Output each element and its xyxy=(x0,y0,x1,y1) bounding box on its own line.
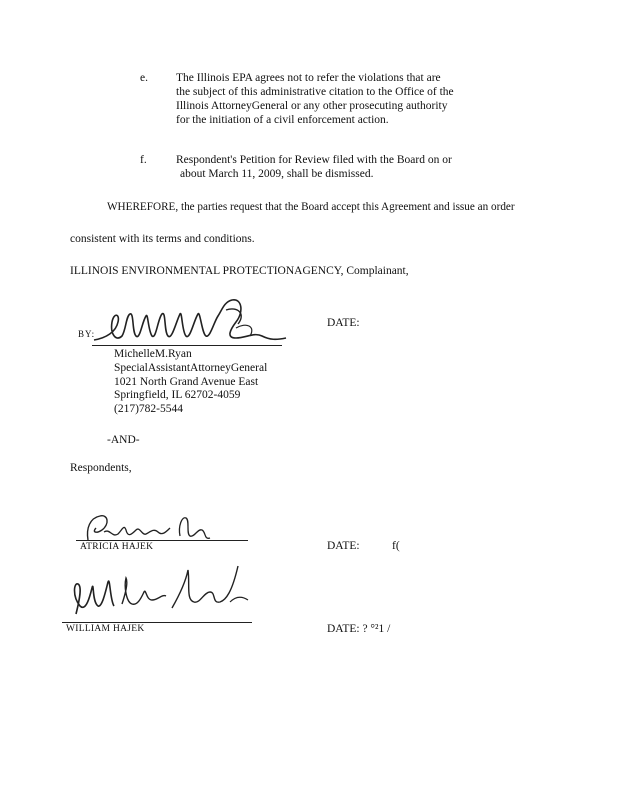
epa-signature-line xyxy=(92,345,282,346)
wherefore-line-1: WHEREFORE, the parties request that the Board accept this Agreement and issue an order xyxy=(107,201,515,213)
wherefore-line-2: consistent with its terms and conditions. xyxy=(70,233,255,245)
clause-e-line-2: the subject of this administrative citation to the Office of the xyxy=(176,86,454,98)
clause-e-line-1: The Illinois EPA agrees not to refer the violations that are xyxy=(176,72,441,84)
and-label: -AND- xyxy=(107,434,140,446)
william-signature-line xyxy=(62,622,252,623)
by-label: BY: xyxy=(78,329,96,339)
william-printed-name: WILLIAM HAJEK xyxy=(66,624,145,634)
clause-f-marker: f. xyxy=(140,154,147,166)
respondents-heading: Respondents, xyxy=(70,462,132,474)
epa-date-label: DATE: xyxy=(327,317,360,329)
signer-city: Springfield, IL 62702-4059 xyxy=(114,389,241,401)
patricia-date-value: f( xyxy=(392,540,400,552)
william-signature-image xyxy=(62,556,262,631)
patricia-printed-name: ATRICIA HAJEK xyxy=(80,542,154,552)
clause-f-line-1: Respondent's Petition for Review filed with the Board on or xyxy=(176,154,452,166)
clause-e-marker: e. xyxy=(140,72,148,84)
clause-e-line-4: for the initiation of a civil enforcement action. xyxy=(176,114,389,126)
signer-street: 1021 North Grand Avenue East xyxy=(114,376,259,388)
signer-phone: (217)782-5544 xyxy=(114,403,183,415)
clause-e-line-3: Illinois AttorneyGeneral or any other prosecuting authority xyxy=(176,100,448,112)
clause-f-line-2: about March 11, 2009, shall be dismissed. xyxy=(180,168,374,180)
complainant-heading: ILLINOIS ENVIRONMENTAL PROTECTIONAGENCY, Complainant, xyxy=(70,265,409,277)
signer-title: SpecialAssistantAttorneyGeneral xyxy=(114,362,268,374)
patricia-date-label: DATE: xyxy=(327,540,360,552)
signer-name: MichelleM.Ryan xyxy=(114,348,192,360)
patricia-signature-line xyxy=(76,540,248,541)
william-date-label: DATE: ? °²1 / xyxy=(327,623,391,635)
